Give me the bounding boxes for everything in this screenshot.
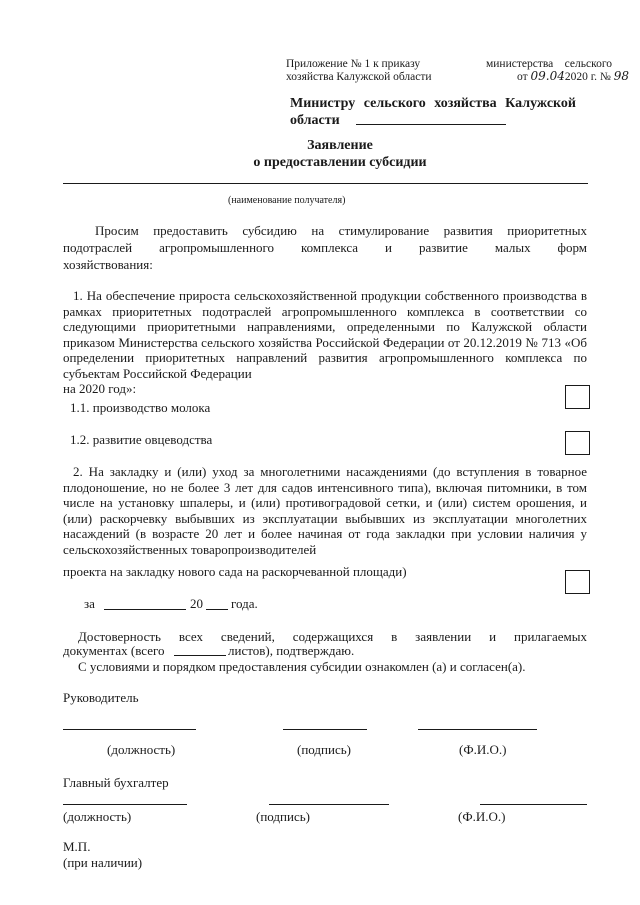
item2-tail: проекта на закладку нового сада на раскорчеванной площади) (63, 564, 407, 579)
recipient-caption: (наименование получателя) (228, 195, 346, 206)
accountant-label: Главный бухгалтер (63, 775, 169, 790)
period-prefix: за (84, 596, 95, 611)
sheets-count-line[interactable] (174, 655, 226, 656)
accountant-position-line[interactable] (63, 804, 187, 805)
recipient-line (63, 183, 588, 184)
date-prefix: от (517, 71, 528, 83)
confirmation-line3: С условиями и порядком предоставления субсидии ознакомлен (а) и согласен(а). (78, 659, 526, 674)
period-year-prefix: 20 (190, 596, 203, 611)
confirmation-line1: Достоверность всех сведений, содержащихся в заявлении и прилагаемых (78, 629, 587, 644)
item1-text: 1. На обеспечение прироста сельскохозяйственной продукции собственного производства в рамках приоритетных подотраслей агропромышленного комплекса в соответствии со следующими приоритетными направлениями, определенными по Калужской области приказом Министерства сельского хозяйства Российской Федерации от 20.12.2019 № 713 «Об определении приоритетных направлений развития агропромышленного комплекса по субъектам Российской Федерации (63, 288, 587, 381)
intro-line3: хозяйствования: (63, 257, 153, 272)
item1-sub2: 1.2. развитие овцеводства (70, 432, 213, 447)
item1-sub1: 1.1. производство молока (70, 400, 211, 415)
addressee-line1: Министру сельского хозяйства Калужской (290, 96, 576, 111)
period-year-line[interactable] (206, 609, 228, 610)
addressee-underline (356, 124, 506, 125)
accountant-name-line[interactable] (480, 804, 587, 805)
head-name-line[interactable] (418, 729, 537, 730)
appendix-line1-right: министерства сельского (486, 58, 612, 70)
accountant-position-caption: (должность) (63, 809, 132, 824)
head-name-caption: (Ф.И.О.) (459, 742, 507, 757)
accountant-signature-line[interactable] (269, 804, 389, 805)
stamp-note: (при наличии) (63, 855, 143, 870)
head-signature-caption: (подпись) (297, 742, 351, 757)
accountant-name-caption: (Ф.И.О.) (458, 809, 506, 824)
appendix-line1: Приложение № 1 к приказу (286, 58, 421, 70)
intro-line2: подотраслей агропромышленного комплекса и развитие малых форм (63, 240, 587, 255)
number-handwritten: 98 (613, 69, 630, 83)
appendix-line2: хозяйства Калужской области (286, 71, 432, 83)
date-handwritten: 09.04 (530, 69, 565, 83)
accountant-signature-caption: (подпись) (256, 809, 310, 824)
head-position-caption: (должность) (107, 742, 176, 757)
head-position-line[interactable] (63, 729, 196, 730)
intro-line1: Просим предоставить субсидию на стимулирование развития приоритетных (95, 223, 587, 238)
period-suffix: года. (231, 596, 258, 611)
head-label: Руководитель (63, 690, 139, 705)
addressee-line2: области (290, 113, 340, 128)
confirmation-line2a: документах (всего (63, 643, 165, 658)
head-signature-line[interactable] (283, 729, 367, 730)
item1-tail: на 2020 год»: (63, 381, 137, 396)
item2-text: 2. На закладку и (или) уход за многолетними насаждениями (до вступления в товарное плодоношение, но не более 3 лет для садов интенсивного типа), включая питомники, в том числе на установку шпалеры, и (или) противоградовой сетки, и (или) систем орошения, и (или) раскорчевку выбывших из эксплуатации выбывших из эксплуатации многолетних насаждений (в возрасте 20 лет и более начиная от года закладки при условии наличия у сельскохозяйственных товаропроизводителей (63, 464, 587, 557)
stamp-label: М.П. (63, 839, 91, 854)
checkbox-sheep[interactable] (565, 431, 590, 455)
document-subtitle: о предоставлении субсидии (253, 155, 427, 170)
checkbox-dairy[interactable] (565, 385, 590, 409)
period-line[interactable] (104, 609, 186, 610)
document-title: Заявление (307, 138, 373, 153)
confirmation-line2b: листов), подтверждаю. (228, 643, 355, 658)
checkbox-orchards[interactable] (565, 570, 590, 594)
date-suffix: 2020 г. № (564, 71, 611, 83)
appendix-date (517, 69, 629, 84)
